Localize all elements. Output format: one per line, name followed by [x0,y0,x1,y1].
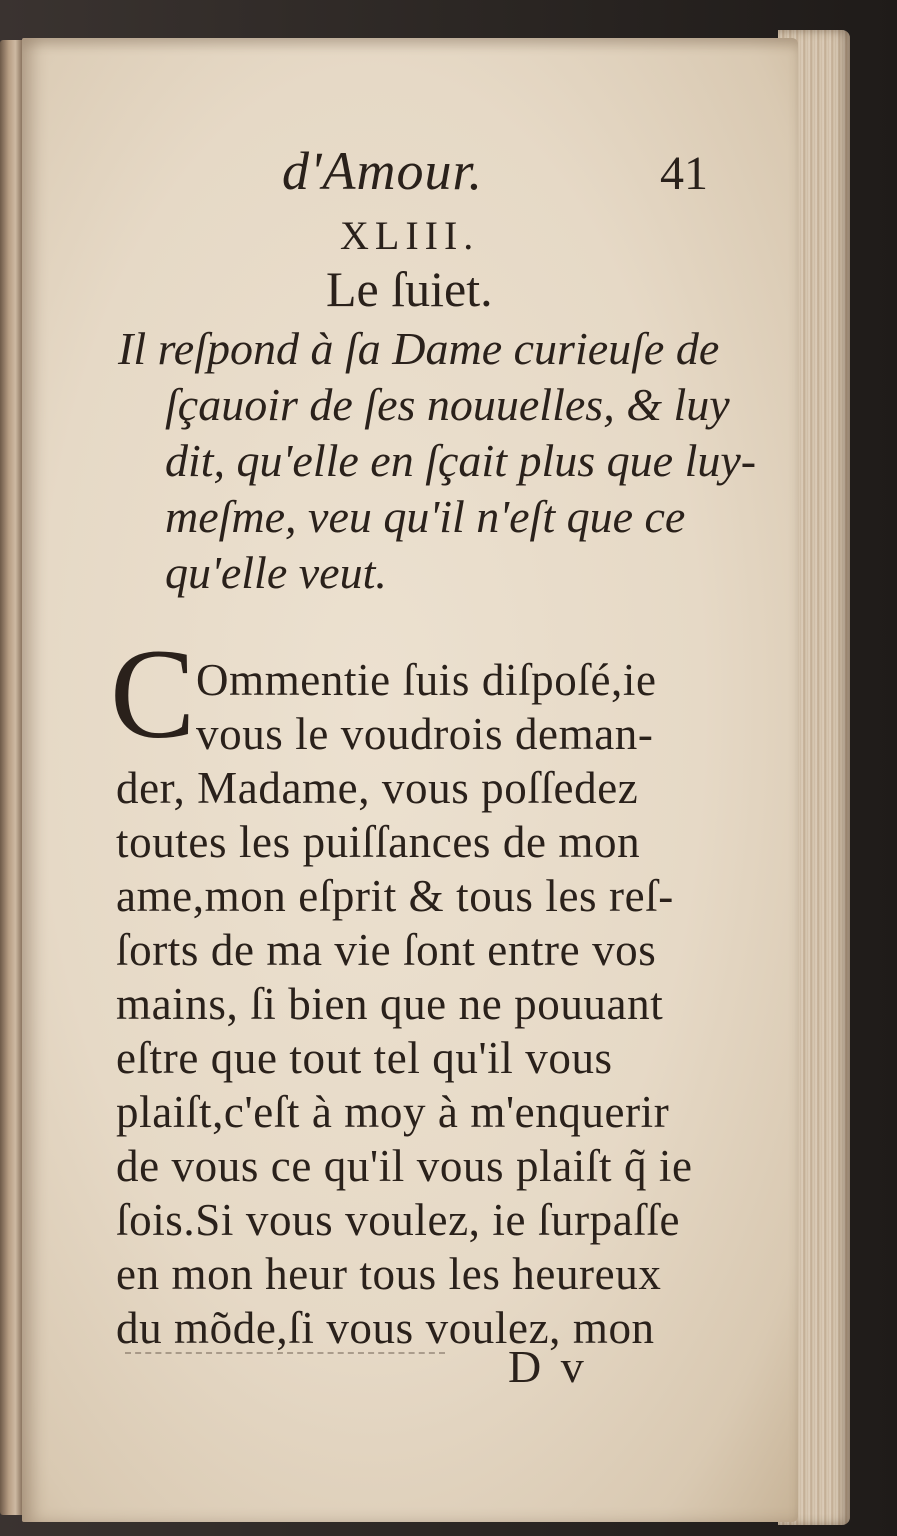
body-line: en mon heur tous les heureux [116,1249,662,1299]
body-line: Ommentie ſuis diſpoſé,ie [196,655,657,705]
body-line: ſorts de ma vie ſont entre vos [116,925,657,975]
argument-line: dit, qu'elle en ſçait plus que luy- [165,435,757,486]
body-line: du mõde,ſi vous voulez, mon [116,1303,655,1353]
page-number: 41 [660,147,708,200]
body-line: ſois.Si vous voulez, ie ſurpaſſe [116,1195,681,1245]
body-line: de vous ce qu'il vous plaiſt q̃ ie [116,1141,693,1191]
body-line: der, Madame, vous poſſedez [116,763,639,813]
body-line: eſtre que tout tel qu'il vous [116,1033,613,1083]
argument-line: qu'elle veut. [165,547,387,598]
drop-cap: C [110,623,196,765]
signature-mark: D v [508,1341,588,1392]
argument-line: ſçauoir de ſes nouuelles, & luy [165,379,730,430]
body-line: toutes les puiſſances de mon [116,817,641,867]
argument-line: meſme, veu qu'il n'eſt que ce [165,491,686,542]
body-line: mains, ſi bien que ne pouuant [116,979,664,1029]
body-line: plaiſt,c'eſt à moy à m'enquerir [116,1087,670,1137]
body-line: ame,mon eſprit & tous les reſ- [116,871,674,921]
body-line: vous le voudrois deman- [196,709,654,759]
subject-title: Le ſuiet. [326,261,493,317]
catchword-rule [125,1352,445,1354]
running-head: d'Amour. [282,141,484,201]
argument-line: Il reſpond à ſa Dame curieuſe de [118,323,720,374]
previous-page-edge [0,40,22,1515]
section-number: XLIII. [340,213,480,258]
